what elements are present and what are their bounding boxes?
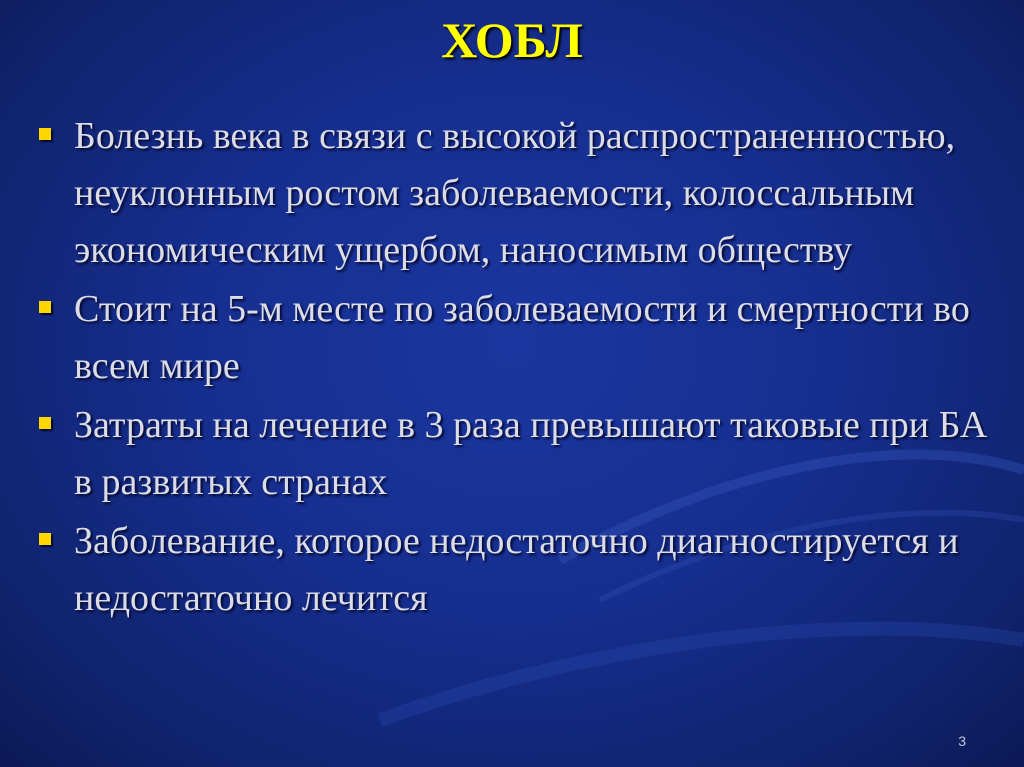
square-bullet-icon xyxy=(39,417,51,429)
page-number: 3 xyxy=(958,733,966,749)
bullet-text: Заболевание, которое недостаточно диагностируется и недостаточно лечится xyxy=(74,520,959,619)
square-bullet-icon xyxy=(39,128,51,140)
bullet-item-1 xyxy=(36,108,1006,279)
bullet-item-3 xyxy=(36,397,1006,511)
bullet-item-2 xyxy=(36,281,1006,395)
slide-title: ХОБЛ xyxy=(441,12,583,68)
bullet-text: Болезнь века в связи с высокой распространенностью, неуклонным ростом заболеваемости, колоссальным экономическим ущербом, наносимым обществу xyxy=(74,115,956,271)
bullet-list xyxy=(36,108,1006,629)
bullet-text: Стоит на 5-м месте по заболеваемости и смертности во всем мире xyxy=(74,288,970,387)
square-bullet-icon xyxy=(39,301,51,313)
bullet-text: Затраты на лечение в 3 раза превышают таковые при БА в развитых странах xyxy=(74,404,988,503)
square-bullet-icon xyxy=(39,533,51,545)
bullet-item-4 xyxy=(36,513,1006,627)
